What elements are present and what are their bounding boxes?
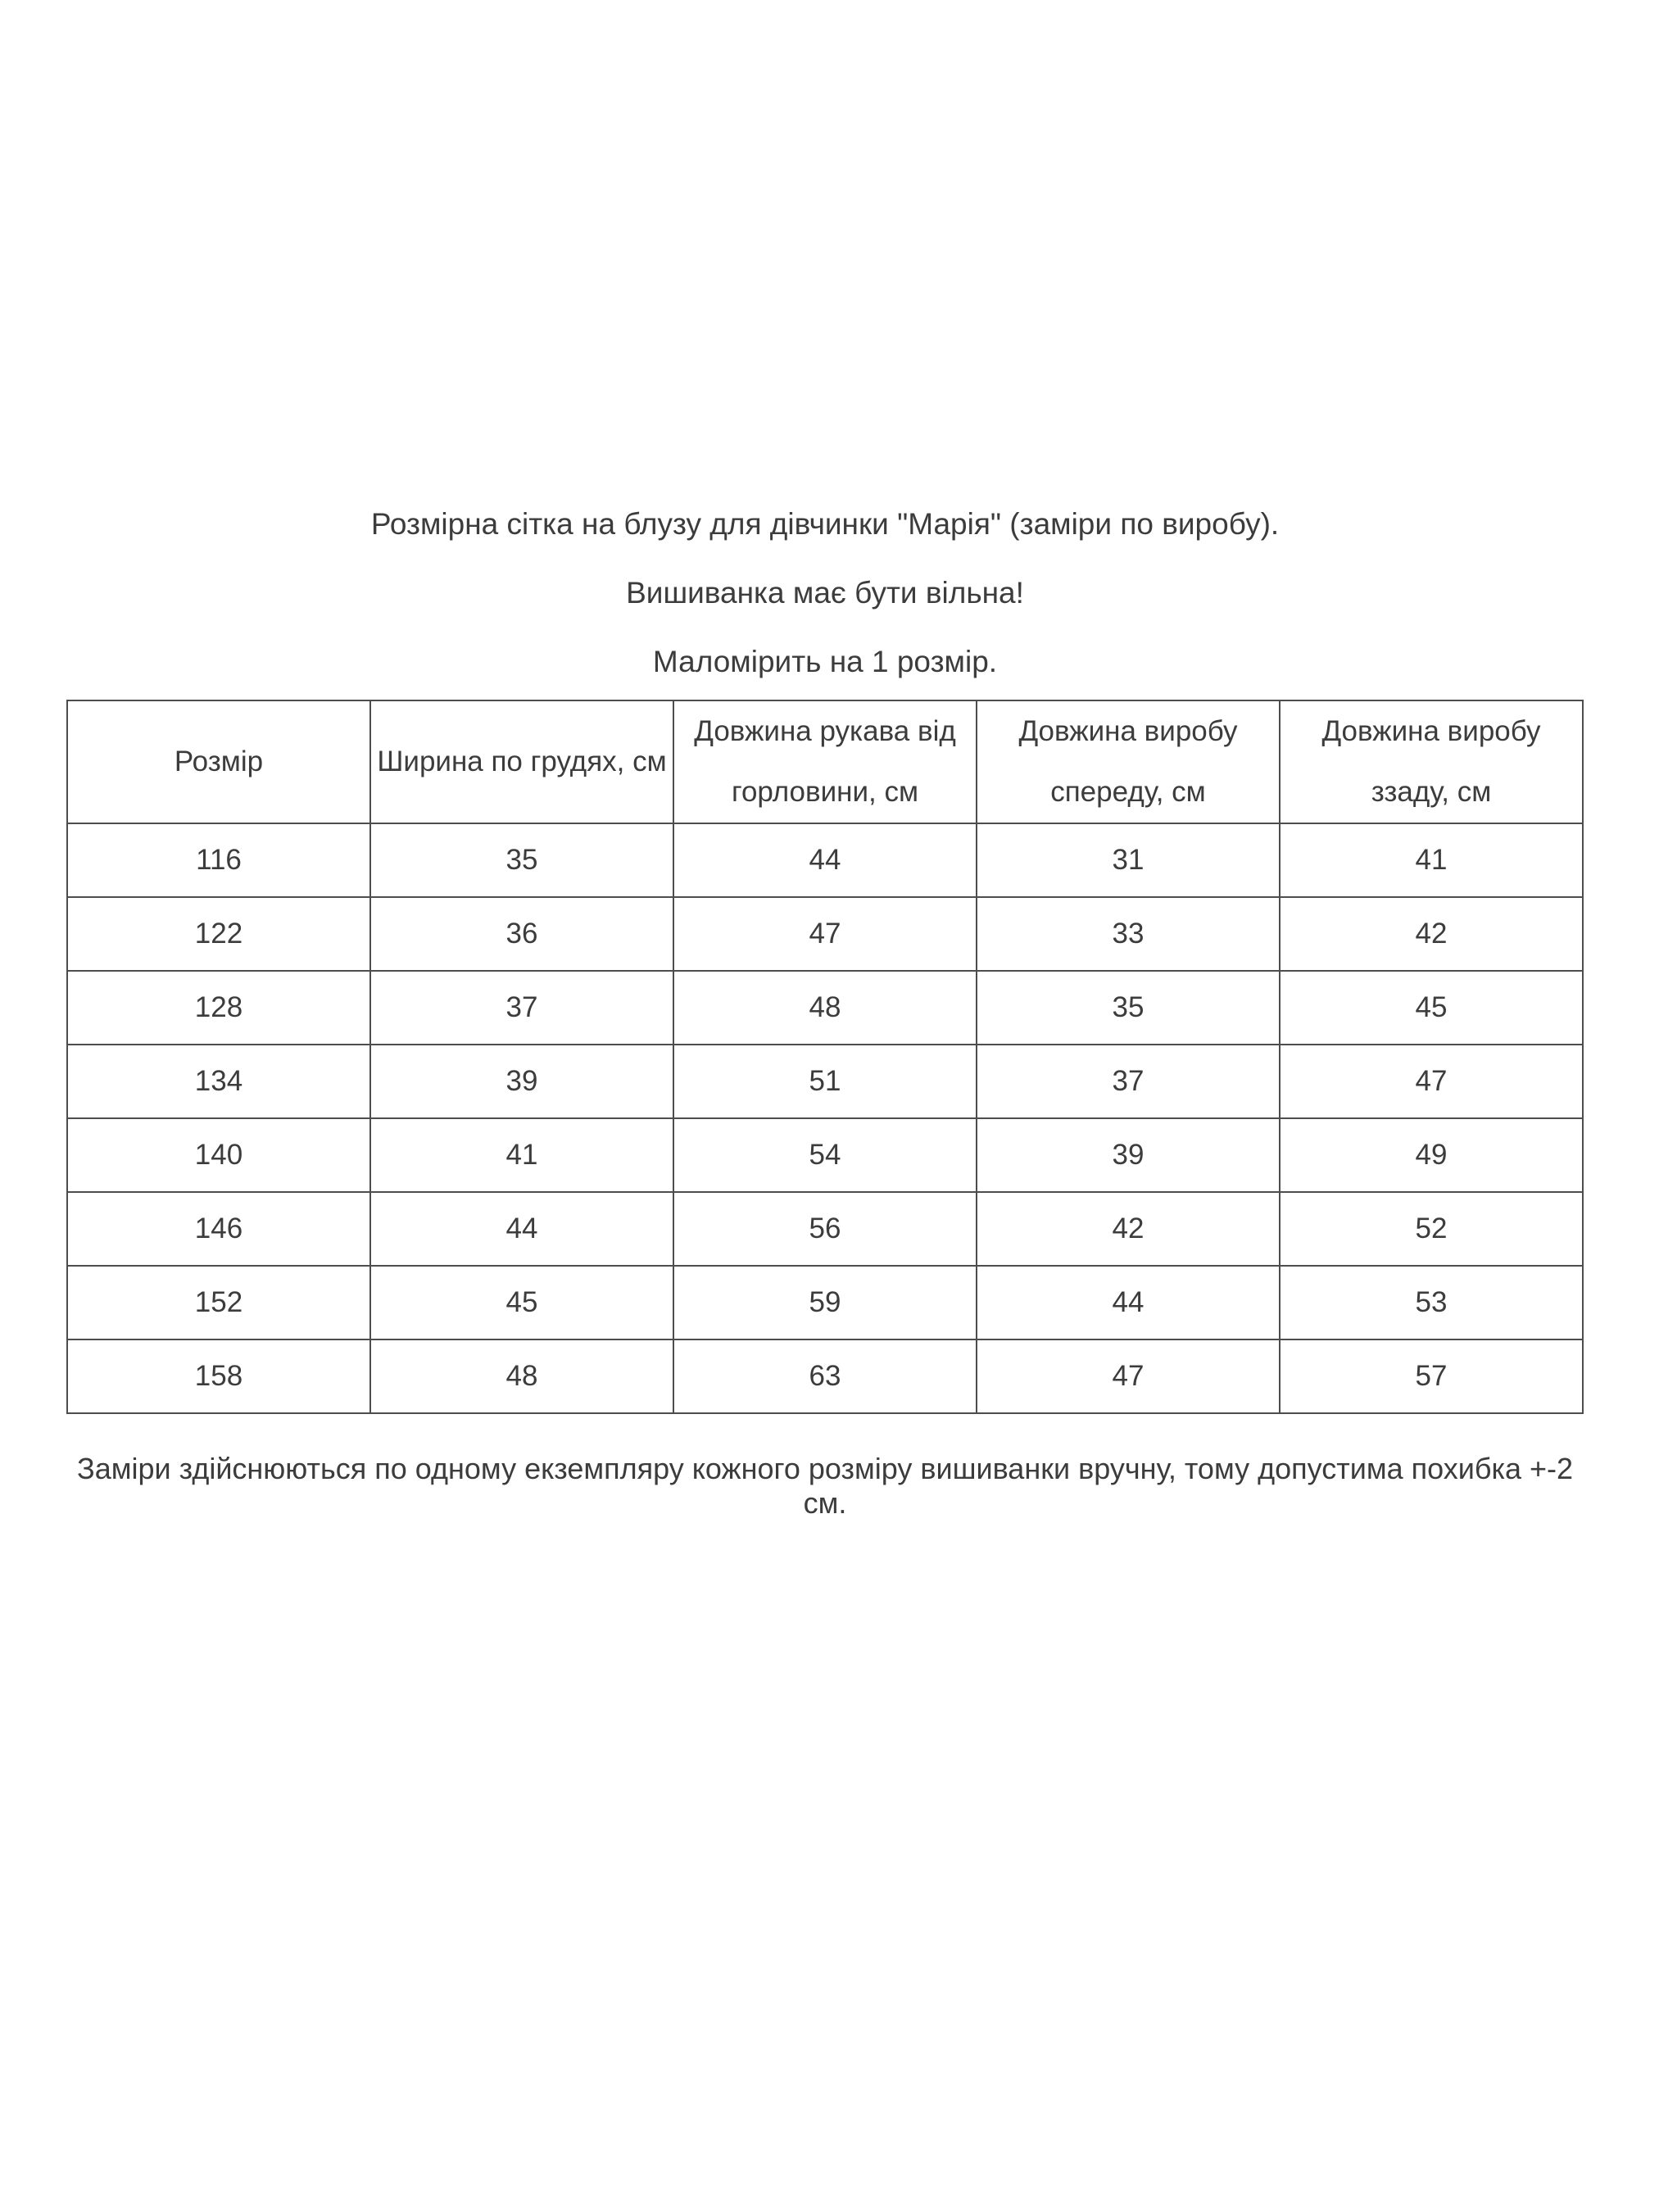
table-cell: 39 <box>370 1045 673 1118</box>
table-cell: 39 <box>977 1118 1280 1192</box>
table-cell: 53 <box>1280 1266 1583 1339</box>
title-line-1: Розмірна сітка на блузу для дівчинки "Марія" (заміри по виробу). <box>370 507 1280 541</box>
title-block <box>66 0 1584 696</box>
table-row <box>67 1045 1583 1118</box>
size-cell: 116 <box>67 823 370 897</box>
table-cell: 41 <box>370 1118 673 1192</box>
column-header: Довжина рукава від горловини, см <box>673 700 977 823</box>
table-cell: 59 <box>673 1266 977 1339</box>
size-table-head <box>67 700 1583 823</box>
table-row <box>67 971 1583 1045</box>
table-cell: 42 <box>1280 897 1583 971</box>
table-cell: 35 <box>977 971 1280 1045</box>
size-cell: 146 <box>67 1192 370 1266</box>
table-cell: 63 <box>673 1339 977 1413</box>
table-cell: 47 <box>977 1339 1280 1413</box>
column-header: Довжина виробу спереду, см <box>977 700 1280 823</box>
size-cell: 122 <box>67 897 370 971</box>
table-cell: 47 <box>673 897 977 971</box>
table-row <box>67 1339 1583 1413</box>
size-cell: 152 <box>67 1266 370 1339</box>
size-cell: 158 <box>67 1339 370 1413</box>
table-row <box>67 897 1583 971</box>
table-cell: 44 <box>977 1266 1280 1339</box>
title-line-2: Вишиванка має бути вільна! <box>626 576 1024 610</box>
size-table <box>66 700 1584 1414</box>
table-cell: 56 <box>673 1192 977 1266</box>
table-cell: 44 <box>370 1192 673 1266</box>
table-cell: 31 <box>977 823 1280 897</box>
table-cell: 51 <box>673 1045 977 1118</box>
table-cell: 44 <box>673 823 977 897</box>
table-cell: 47 <box>1280 1045 1583 1118</box>
size-cell: 128 <box>67 971 370 1045</box>
column-header: Ширина по грудях, см <box>370 700 673 823</box>
size-cell: 134 <box>67 1045 370 1118</box>
title-line-3: Маломірить на 1 розмір. <box>652 645 998 678</box>
header-row <box>67 700 1583 823</box>
footer-note: Заміри здійснюються по одному екземпляру кожного розміру вишиванки вручну, тому допустима похибка +-2 см. <box>76 1452 1574 1520</box>
table-cell: 35 <box>370 823 673 897</box>
table-cell: 45 <box>1280 971 1583 1045</box>
table-cell: 42 <box>977 1192 1280 1266</box>
table-cell: 49 <box>1280 1118 1583 1192</box>
page-content <box>66 0 1584 1550</box>
table-cell: 37 <box>370 971 673 1045</box>
size-cell: 140 <box>67 1118 370 1192</box>
table-cell: 52 <box>1280 1192 1583 1266</box>
table-cell: 54 <box>673 1118 977 1192</box>
column-header: Розмір <box>67 700 370 823</box>
table-row <box>67 1118 1583 1192</box>
table-cell: 41 <box>1280 823 1583 897</box>
table-cell: 45 <box>370 1266 673 1339</box>
table-row <box>67 1266 1583 1339</box>
table-cell: 36 <box>370 897 673 971</box>
table-cell: 33 <box>977 897 1280 971</box>
column-header: Довжина виробу ззаду, см <box>1280 700 1583 823</box>
size-table-body <box>67 823 1583 1413</box>
table-row <box>67 1192 1583 1266</box>
table-cell: 57 <box>1280 1339 1583 1413</box>
table-row <box>67 823 1583 897</box>
table-cell: 48 <box>673 971 977 1045</box>
table-cell: 48 <box>370 1339 673 1413</box>
table-cell: 37 <box>977 1045 1280 1118</box>
